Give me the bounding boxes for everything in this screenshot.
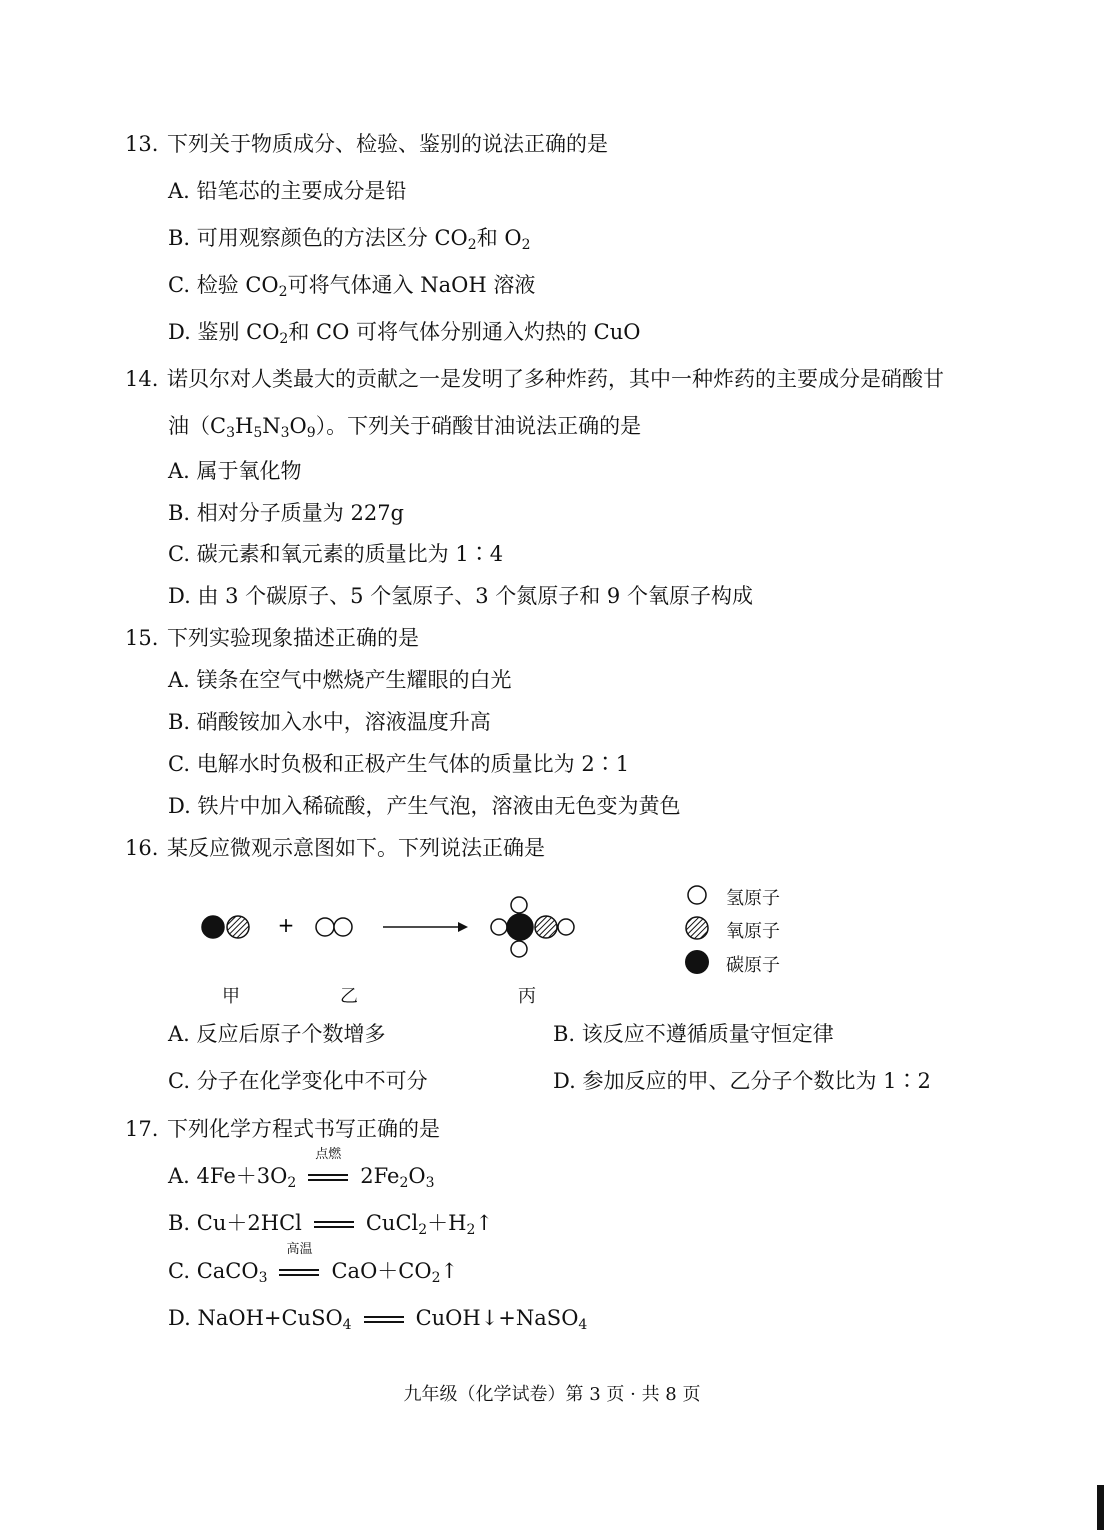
legend-carbon-label: 碳原子 xyxy=(726,955,780,976)
q17-option-c: C. CaCO$_3$ 高温 $CaO+CO_2↑$ xyxy=(168,1242,459,1286)
label-jia: 甲 xyxy=(222,986,240,1007)
q15-option-a: A. 镁条在空气中燃烧产生耀眼的白光 xyxy=(168,668,512,692)
legend-hydrogen-icon xyxy=(688,886,706,904)
q16-option-d: D. 参加反应的甲、乙分子个数比为 1∶2 xyxy=(553,1069,931,1093)
hydrogen-atom xyxy=(558,919,574,935)
carbon-atom xyxy=(202,916,224,938)
q17-option-a: A. $4Fe+3O_2$ 点燃 $2Fe_2O_3$ xyxy=(168,1147,435,1191)
question-14-stem: 14. 诺贝尔对人类最大的贡献之一是发明了多种炸药，其中一种炸药的主要成分是硝酸甘 xyxy=(125,367,944,391)
molecule-yi xyxy=(316,918,352,936)
label-bing: 丙 xyxy=(518,986,536,1007)
hydrogen-atom xyxy=(316,918,334,936)
q17-option-d: D. NaOH+CuSO$_4$ CuOH↓+NaSO$_4$ xyxy=(168,1306,588,1333)
question-15-stem: 15. 下列实验现象描述正确的是 xyxy=(125,626,419,650)
label-yi: 乙 xyxy=(340,986,358,1007)
reaction-arrow xyxy=(383,922,468,932)
q16-option-b: B. 该反应不遵循质量守恒定律 xyxy=(553,1022,834,1046)
q17-option-b: B. Cu＋2HCl $CuCl_2+H_2↑$ xyxy=(168,1211,494,1238)
q14-option-c: C. 碳元素和氧元素的质量比为 1∶4 xyxy=(168,542,504,566)
hydrogen-atom xyxy=(491,919,507,935)
reaction-diagram xyxy=(0,880,1104,1010)
q16-option-a: A. 反应后原子个数增多 xyxy=(168,1022,386,1046)
molecule-jia xyxy=(202,916,249,938)
q13-option-d: D. 鉴别 $CO_2$和 CO 可将气体分别通入灼热的 CuO xyxy=(168,320,641,347)
carbon-atom xyxy=(507,914,533,940)
oxygen-atom xyxy=(535,916,557,938)
equation-sign: 点燃 xyxy=(306,1162,350,1190)
q14-option-d: D. 由 3 个碳原子、5 个氢原子、3 个氮原子和 9 个氧原子构成 xyxy=(168,584,753,608)
q15-option-b: B. 硝酸铵加入水中，溶液温度升高 xyxy=(168,710,491,734)
q13-option-b: B. 可用观察颜色的方法区分 $CO_2$和 $O_2$ xyxy=(168,226,531,253)
q15-option-d: D. 铁片中加入稀硫酸，产生气泡，溶液由无色变为黄色 xyxy=(168,794,681,818)
equation-sign: 高温 xyxy=(277,1257,321,1285)
molecule-bing xyxy=(491,897,574,957)
question-13-stem: 13. 下列关于物质成分、检验、鉴别的说法正确的是 xyxy=(125,132,608,156)
legend-carbon-icon xyxy=(685,950,709,974)
q14-option-a: A. 属于氧化物 xyxy=(168,459,302,483)
question-16-stem: 16. 某反应微观示意图如下。下列说法正确是 xyxy=(125,836,545,860)
q14-option-b: B. 相对分子质量为 227g xyxy=(168,501,404,525)
legend-hydrogen-label: 氢原子 xyxy=(726,888,780,909)
page-footer: 九年级（化学试卷）第 3 页 · 共 8 页 xyxy=(403,1384,701,1405)
q16-option-c: C. 分子在化学变化中不可分 xyxy=(168,1069,428,1093)
plus-sign: + xyxy=(277,913,295,937)
q13-option-a: A. 铅笔芯的主要成分是铅 xyxy=(168,179,407,203)
hydrogen-atom xyxy=(511,897,527,913)
legend xyxy=(685,886,709,974)
q13-option-c: C. 检验 $CO_2$可将气体通入 NaOH 溶液 xyxy=(168,273,536,300)
question-17-stem: 17. 下列化学方程式书写正确的是 xyxy=(125,1117,440,1141)
hydrogen-atom xyxy=(334,918,352,936)
equation-sign xyxy=(312,1209,356,1237)
scan-edge-mark xyxy=(1097,1485,1104,1530)
q15-option-c: C. 电解水时负极和正极产生气体的质量比为 2∶1 xyxy=(168,752,630,776)
hydrogen-atom xyxy=(511,941,527,957)
oxygen-atom xyxy=(227,916,249,938)
legend-oxygen-label: 氧原子 xyxy=(726,921,780,942)
equation-sign xyxy=(362,1304,406,1332)
question-14-stem-line2: 油$(C_3H_5N_3O_9)$。下列关于硝酸甘油说法正确的是 xyxy=(168,414,642,441)
legend-oxygen-icon xyxy=(686,917,708,939)
